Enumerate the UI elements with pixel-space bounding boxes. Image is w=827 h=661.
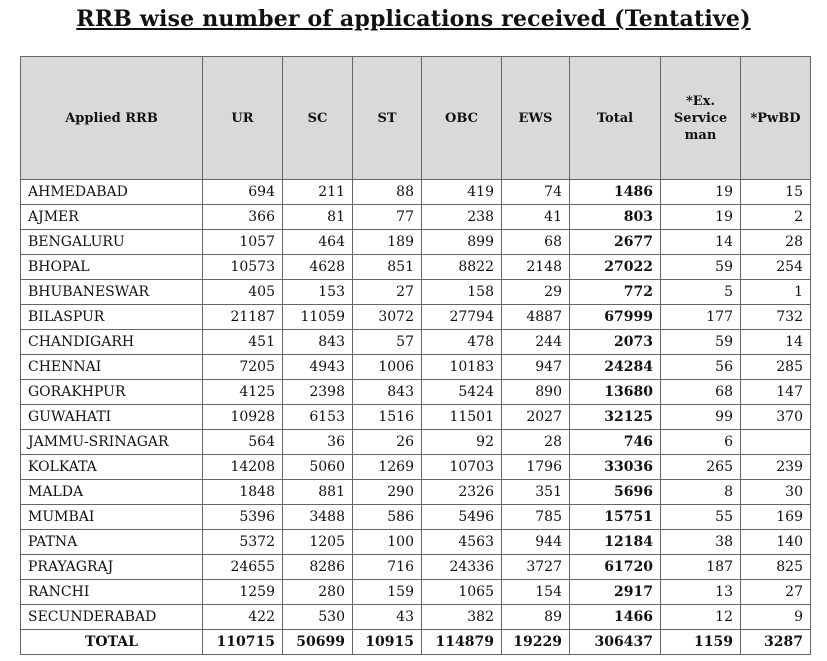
- value-cell: 158: [422, 280, 502, 305]
- rrb-name-cell: RANCHI: [21, 580, 203, 605]
- value-cell: 5: [661, 280, 741, 305]
- rrb-name-cell: PATNA: [21, 530, 203, 555]
- value-cell: 1486: [570, 180, 661, 205]
- rrb-name-cell: BENGALURU: [21, 230, 203, 255]
- value-cell: 9: [741, 605, 811, 630]
- rrb-name-cell: KOLKATA: [21, 455, 203, 480]
- value-cell: 55: [661, 505, 741, 530]
- value-cell: 56: [661, 355, 741, 380]
- value-cell: 61720: [570, 555, 661, 580]
- table-row: [21, 205, 811, 230]
- value-cell: 159: [353, 580, 422, 605]
- value-cell: 7205: [203, 355, 283, 380]
- column-header: *Ex. Service man: [661, 57, 741, 180]
- column-header: SC: [283, 57, 353, 180]
- value-cell: 5060: [283, 455, 353, 480]
- value-cell: 746: [570, 430, 661, 455]
- value-cell: 280: [283, 580, 353, 605]
- value-cell: 1796: [502, 455, 570, 480]
- value-cell: 785: [502, 505, 570, 530]
- value-cell: 6: [661, 430, 741, 455]
- value-cell: 30: [741, 480, 811, 505]
- table-row: [21, 430, 811, 455]
- value-cell: 13680: [570, 380, 661, 405]
- value-cell: 14208: [203, 455, 283, 480]
- value-cell: 370: [741, 405, 811, 430]
- value-cell: 11059: [283, 305, 353, 330]
- value-cell: 24284: [570, 355, 661, 380]
- value-cell: 15: [741, 180, 811, 205]
- value-cell: 59: [661, 255, 741, 280]
- table-row: [21, 380, 811, 405]
- rrb-name-cell: MUMBAI: [21, 505, 203, 530]
- value-cell: 8: [661, 480, 741, 505]
- table-row: [21, 455, 811, 480]
- value-cell: 1848: [203, 480, 283, 505]
- total-cell: 10915: [353, 630, 422, 655]
- value-cell: 405: [203, 280, 283, 305]
- column-header: UR: [203, 57, 283, 180]
- table-row: [21, 180, 811, 205]
- rrb-name-cell: SECUNDERABAD: [21, 605, 203, 630]
- value-cell: 92: [422, 430, 502, 455]
- value-cell: 14: [741, 330, 811, 355]
- value-cell: 772: [570, 280, 661, 305]
- table-row: [21, 280, 811, 305]
- value-cell: 36: [283, 430, 353, 455]
- value-cell: 153: [283, 280, 353, 305]
- value-cell: 10928: [203, 405, 283, 430]
- value-cell: 74: [502, 180, 570, 205]
- value-cell: 140: [741, 530, 811, 555]
- value-cell: 1065: [422, 580, 502, 605]
- value-cell: 11501: [422, 405, 502, 430]
- value-cell: 4563: [422, 530, 502, 555]
- value-cell: 2398: [283, 380, 353, 405]
- value-cell: 451: [203, 330, 283, 355]
- rrb-name-cell: PRAYAGRAJ: [21, 555, 203, 580]
- value-cell: 26: [353, 430, 422, 455]
- value-cell: 2027: [502, 405, 570, 430]
- value-cell: 38: [661, 530, 741, 555]
- value-cell: 12184: [570, 530, 661, 555]
- value-cell: 28: [741, 230, 811, 255]
- value-cell: 238: [422, 205, 502, 230]
- value-cell: 478: [422, 330, 502, 355]
- value-cell: 57: [353, 330, 422, 355]
- value-cell: 716: [353, 555, 422, 580]
- value-cell: 68: [502, 230, 570, 255]
- value-cell: 5424: [422, 380, 502, 405]
- total-cell: 1159: [661, 630, 741, 655]
- value-cell: 803: [570, 205, 661, 230]
- value-cell: 4628: [283, 255, 353, 280]
- value-cell: 15751: [570, 505, 661, 530]
- value-cell: 1516: [353, 405, 422, 430]
- rrb-name-cell: BHOPAL: [21, 255, 203, 280]
- total-cell: 19229: [502, 630, 570, 655]
- table-row: [21, 605, 811, 630]
- rrb-name-cell: MALDA: [21, 480, 203, 505]
- value-cell: 8286: [283, 555, 353, 580]
- value-cell: 5496: [422, 505, 502, 530]
- value-cell: 19: [661, 180, 741, 205]
- value-cell: 88: [353, 180, 422, 205]
- total-cell: 50699: [283, 630, 353, 655]
- total-cell: 306437: [570, 630, 661, 655]
- value-cell: 2: [741, 205, 811, 230]
- table-row: [21, 530, 811, 555]
- value-cell: 899: [422, 230, 502, 255]
- table-row: [21, 580, 811, 605]
- value-cell: 154: [502, 580, 570, 605]
- rrb-name-cell: GUWAHATI: [21, 405, 203, 430]
- value-cell: 59: [661, 330, 741, 355]
- value-cell: 10573: [203, 255, 283, 280]
- value-cell: 6153: [283, 405, 353, 430]
- value-cell: 2917: [570, 580, 661, 605]
- value-cell: 24336: [422, 555, 502, 580]
- rrb-name-cell: BILASPUR: [21, 305, 203, 330]
- value-cell: 2326: [422, 480, 502, 505]
- value-cell: 99: [661, 405, 741, 430]
- value-cell: 77: [353, 205, 422, 230]
- value-cell: 3072: [353, 305, 422, 330]
- value-cell: 285: [741, 355, 811, 380]
- value-cell: 12: [661, 605, 741, 630]
- value-cell: 366: [203, 205, 283, 230]
- value-cell: 944: [502, 530, 570, 555]
- value-cell: 67999: [570, 305, 661, 330]
- table-row: [21, 405, 811, 430]
- table-row: [21, 355, 811, 380]
- value-cell: 19: [661, 205, 741, 230]
- applications-table: [20, 56, 811, 655]
- rrb-name-cell: AJMER: [21, 205, 203, 230]
- value-cell: 100: [353, 530, 422, 555]
- total-cell: 114879: [422, 630, 502, 655]
- value-cell: 947: [502, 355, 570, 380]
- value-cell: 147: [741, 380, 811, 405]
- value-cell: [741, 430, 811, 455]
- value-cell: 564: [203, 430, 283, 455]
- value-cell: 843: [283, 330, 353, 355]
- table-row: [21, 305, 811, 330]
- value-cell: 27022: [570, 255, 661, 280]
- column-header: Total: [570, 57, 661, 180]
- column-header: OBC: [422, 57, 502, 180]
- value-cell: 4125: [203, 380, 283, 405]
- rrb-name-cell: JAMMU-SRINAGAR: [21, 430, 203, 455]
- value-cell: 732: [741, 305, 811, 330]
- value-cell: 10183: [422, 355, 502, 380]
- value-cell: 177: [661, 305, 741, 330]
- total-cell: 3287: [741, 630, 811, 655]
- value-cell: 265: [661, 455, 741, 480]
- value-cell: 239: [741, 455, 811, 480]
- value-cell: 825: [741, 555, 811, 580]
- table-row: [21, 330, 811, 355]
- rrb-name-cell: BHUBANESWAR: [21, 280, 203, 305]
- value-cell: 1057: [203, 230, 283, 255]
- value-cell: 851: [353, 255, 422, 280]
- total-label: TOTAL: [21, 630, 203, 655]
- header-row: [21, 57, 811, 180]
- value-cell: 27: [353, 280, 422, 305]
- total-row: [21, 630, 811, 655]
- value-cell: 89: [502, 605, 570, 630]
- value-cell: 5372: [203, 530, 283, 555]
- rrb-name-cell: CHENNAI: [21, 355, 203, 380]
- column-header: Applied RRB: [21, 57, 203, 180]
- value-cell: 1259: [203, 580, 283, 605]
- value-cell: 187: [661, 555, 741, 580]
- value-cell: 422: [203, 605, 283, 630]
- table-row: [21, 480, 811, 505]
- rrb-name-cell: AHMEDABAD: [21, 180, 203, 205]
- value-cell: 29: [502, 280, 570, 305]
- value-cell: 5396: [203, 505, 283, 530]
- column-header: ST: [353, 57, 422, 180]
- value-cell: 169: [741, 505, 811, 530]
- value-cell: 8822: [422, 255, 502, 280]
- value-cell: 351: [502, 480, 570, 505]
- value-cell: 4943: [283, 355, 353, 380]
- page-title: RRB wise number of applications received (Tentative): [76, 6, 751, 32]
- total-cell: 110715: [203, 630, 283, 655]
- table-row: [21, 255, 811, 280]
- column-header: *PwBD: [741, 57, 811, 180]
- value-cell: 419: [422, 180, 502, 205]
- value-cell: 2677: [570, 230, 661, 255]
- value-cell: 290: [353, 480, 422, 505]
- value-cell: 464: [283, 230, 353, 255]
- value-cell: 881: [283, 480, 353, 505]
- value-cell: 2073: [570, 330, 661, 355]
- value-cell: 3727: [502, 555, 570, 580]
- value-cell: 21187: [203, 305, 283, 330]
- value-cell: 68: [661, 380, 741, 405]
- value-cell: 24655: [203, 555, 283, 580]
- value-cell: 13: [661, 580, 741, 605]
- value-cell: 843: [353, 380, 422, 405]
- value-cell: 27: [741, 580, 811, 605]
- table-row: [21, 555, 811, 580]
- table-row: [21, 505, 811, 530]
- value-cell: 2148: [502, 255, 570, 280]
- rrb-name-cell: GORAKHPUR: [21, 380, 203, 405]
- value-cell: 382: [422, 605, 502, 630]
- value-cell: 694: [203, 180, 283, 205]
- column-header: EWS: [502, 57, 570, 180]
- value-cell: 10703: [422, 455, 502, 480]
- value-cell: 3488: [283, 505, 353, 530]
- value-cell: 14: [661, 230, 741, 255]
- value-cell: 1269: [353, 455, 422, 480]
- value-cell: 32125: [570, 405, 661, 430]
- value-cell: 27794: [422, 305, 502, 330]
- value-cell: 1466: [570, 605, 661, 630]
- value-cell: 33036: [570, 455, 661, 480]
- value-cell: 254: [741, 255, 811, 280]
- value-cell: 28: [502, 430, 570, 455]
- table-row: [21, 230, 811, 255]
- value-cell: 211: [283, 180, 353, 205]
- value-cell: 530: [283, 605, 353, 630]
- value-cell: 189: [353, 230, 422, 255]
- value-cell: 1205: [283, 530, 353, 555]
- value-cell: 5696: [570, 480, 661, 505]
- value-cell: 586: [353, 505, 422, 530]
- value-cell: 4887: [502, 305, 570, 330]
- value-cell: 1: [741, 280, 811, 305]
- value-cell: 43: [353, 605, 422, 630]
- value-cell: 1006: [353, 355, 422, 380]
- rrb-name-cell: CHANDIGARH: [21, 330, 203, 355]
- value-cell: 890: [502, 380, 570, 405]
- value-cell: 41: [502, 205, 570, 230]
- value-cell: 244: [502, 330, 570, 355]
- value-cell: 81: [283, 205, 353, 230]
